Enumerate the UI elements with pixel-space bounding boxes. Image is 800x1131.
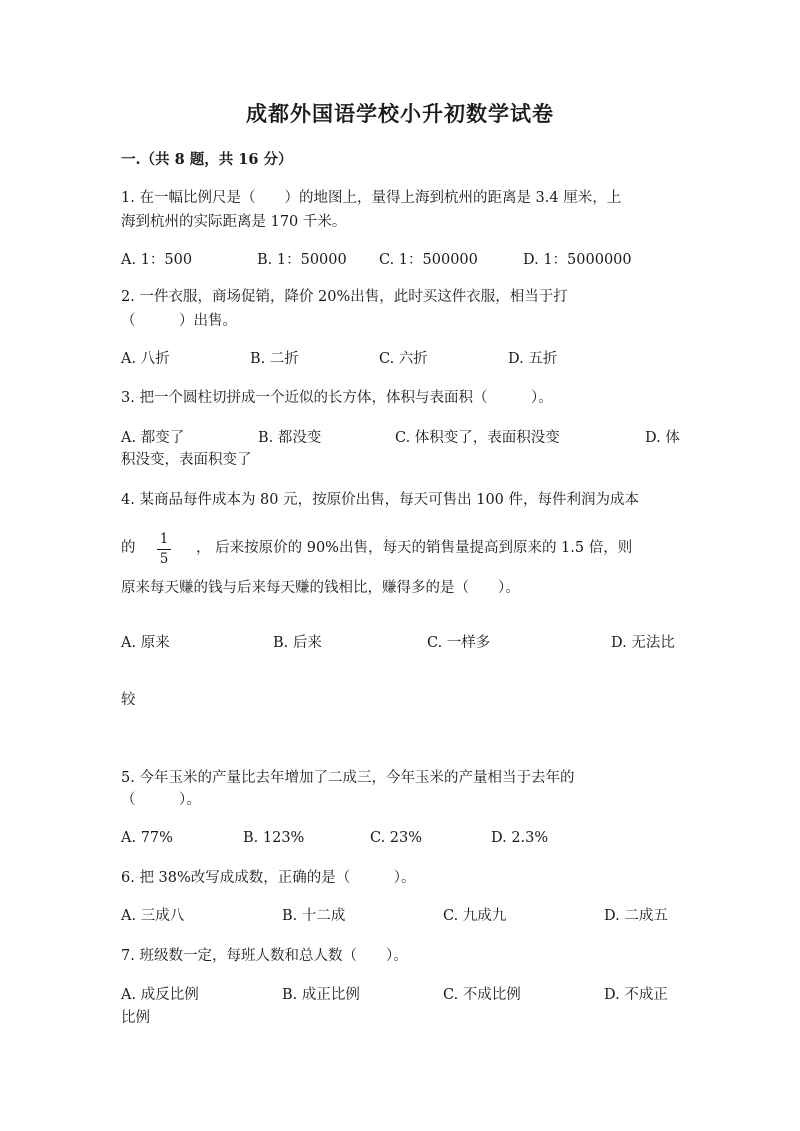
question-4-line-2-start: 的	[121, 540, 136, 556]
question-4-line-1: 4. 某商品每件成本为 80 元，按原价出售，每天可售出 100 件，每件利润为成本	[121, 492, 640, 508]
question-7-option-c: C. 不成比例	[443, 987, 521, 1003]
page-title: 成都外国语学校小升初数学试卷	[246, 101, 554, 126]
question-3-option-c: C. 体积变了，表面积没变	[395, 430, 560, 446]
question-7-option-a: A. 成反比例	[121, 987, 199, 1003]
question-7-option-d: D. 不成正	[604, 987, 668, 1003]
question-1-option-d: D. 1：5000000	[523, 252, 632, 268]
fraction-one-fifth	[156, 532, 172, 567]
question-1-option-b: B. 1：50000	[257, 252, 347, 268]
question-3-option-d-wrap: 积没变，表面积变了	[121, 452, 252, 468]
question-2-line-1: 2. 一件衣服，商场促销，降价 20%出售，此时买这件衣服，相当于打	[121, 289, 568, 305]
question-2-option-a: A. 八折	[121, 351, 170, 367]
question-4-option-d: D. 无法比	[611, 635, 675, 651]
question-5-option-b: B. 123%	[243, 830, 305, 846]
question-4-option-a: A. 原来	[121, 635, 170, 651]
question-5-option-d: D. 2.3%	[491, 830, 549, 846]
question-5-line-1: 5. 今年玉米的产量比去年增加了二成三，今年玉米的产量相当于去年的	[121, 770, 575, 786]
question-2-option-b: B. 二折	[250, 351, 299, 367]
question-6-option-a: A. 三成八	[121, 908, 185, 924]
question-6-option-b: B. 十二成	[282, 908, 346, 924]
question-4-option-c: C. 一样多	[427, 635, 491, 651]
fraction-denominator: 5	[159, 551, 169, 567]
question-2-option-d: D. 五折	[508, 351, 558, 367]
question-4-option-d-wrap: 较	[121, 692, 136, 708]
question-3-option-b: B. 都没变	[258, 430, 322, 446]
question-7-option-b: B. 成正比例	[282, 987, 360, 1003]
question-5-option-a: A. 77%	[121, 830, 173, 846]
question-3-option-d: D. 体	[645, 430, 680, 446]
question-2-line-2: （ ）出售。	[121, 313, 237, 329]
fraction-bar	[157, 549, 171, 550]
question-1-line-2: 海到杭州的实际距离是 170 千米。	[121, 214, 347, 230]
fraction-numerator: 1	[159, 531, 169, 547]
question-3-option-a: A. 都变了	[121, 430, 185, 446]
question-1-line-1: 1. 在一幅比例尺是（ ）的地图上，量得上海到杭州的距离是 3.4 厘米，上	[121, 190, 622, 206]
question-2-option-c: C. 六折	[379, 351, 428, 367]
question-6-option-d: D. 二成五	[604, 908, 668, 924]
question-7-line-1: 7. 班级数一定，每班人数和总人数（ ）。	[121, 948, 408, 964]
question-4-option-b: B. 后来	[273, 635, 322, 651]
question-7-option-d-wrap: 比例	[121, 1010, 150, 1026]
question-4-line-2-rest: ， 后来按原价的 90%出售，每天的销售量提高到原来的 1.5 倍，则	[196, 540, 633, 556]
question-6-line-1: 6. 把 38%改写成成数，正确的是（ ）。	[121, 870, 416, 886]
question-3-line-1: 3. 把一个圆柱切拼成一个近似的长方体，体积与表面积（ ）。	[121, 390, 553, 406]
question-1-option-a: A. 1：500	[121, 252, 193, 268]
question-4-line-3: 原来每天赚的钱与后来每天赚的钱相比，赚得多的是（ ）。	[121, 580, 520, 596]
question-5-option-c: C. 23%	[370, 830, 423, 846]
question-6-option-c: C. 九成九	[443, 908, 507, 924]
question-1-option-c: C. 1：500000	[379, 252, 478, 268]
question-5-line-2: （ ）。	[121, 792, 201, 808]
section-heading: 一.（共 8 题，共 16 分）	[121, 151, 293, 168]
